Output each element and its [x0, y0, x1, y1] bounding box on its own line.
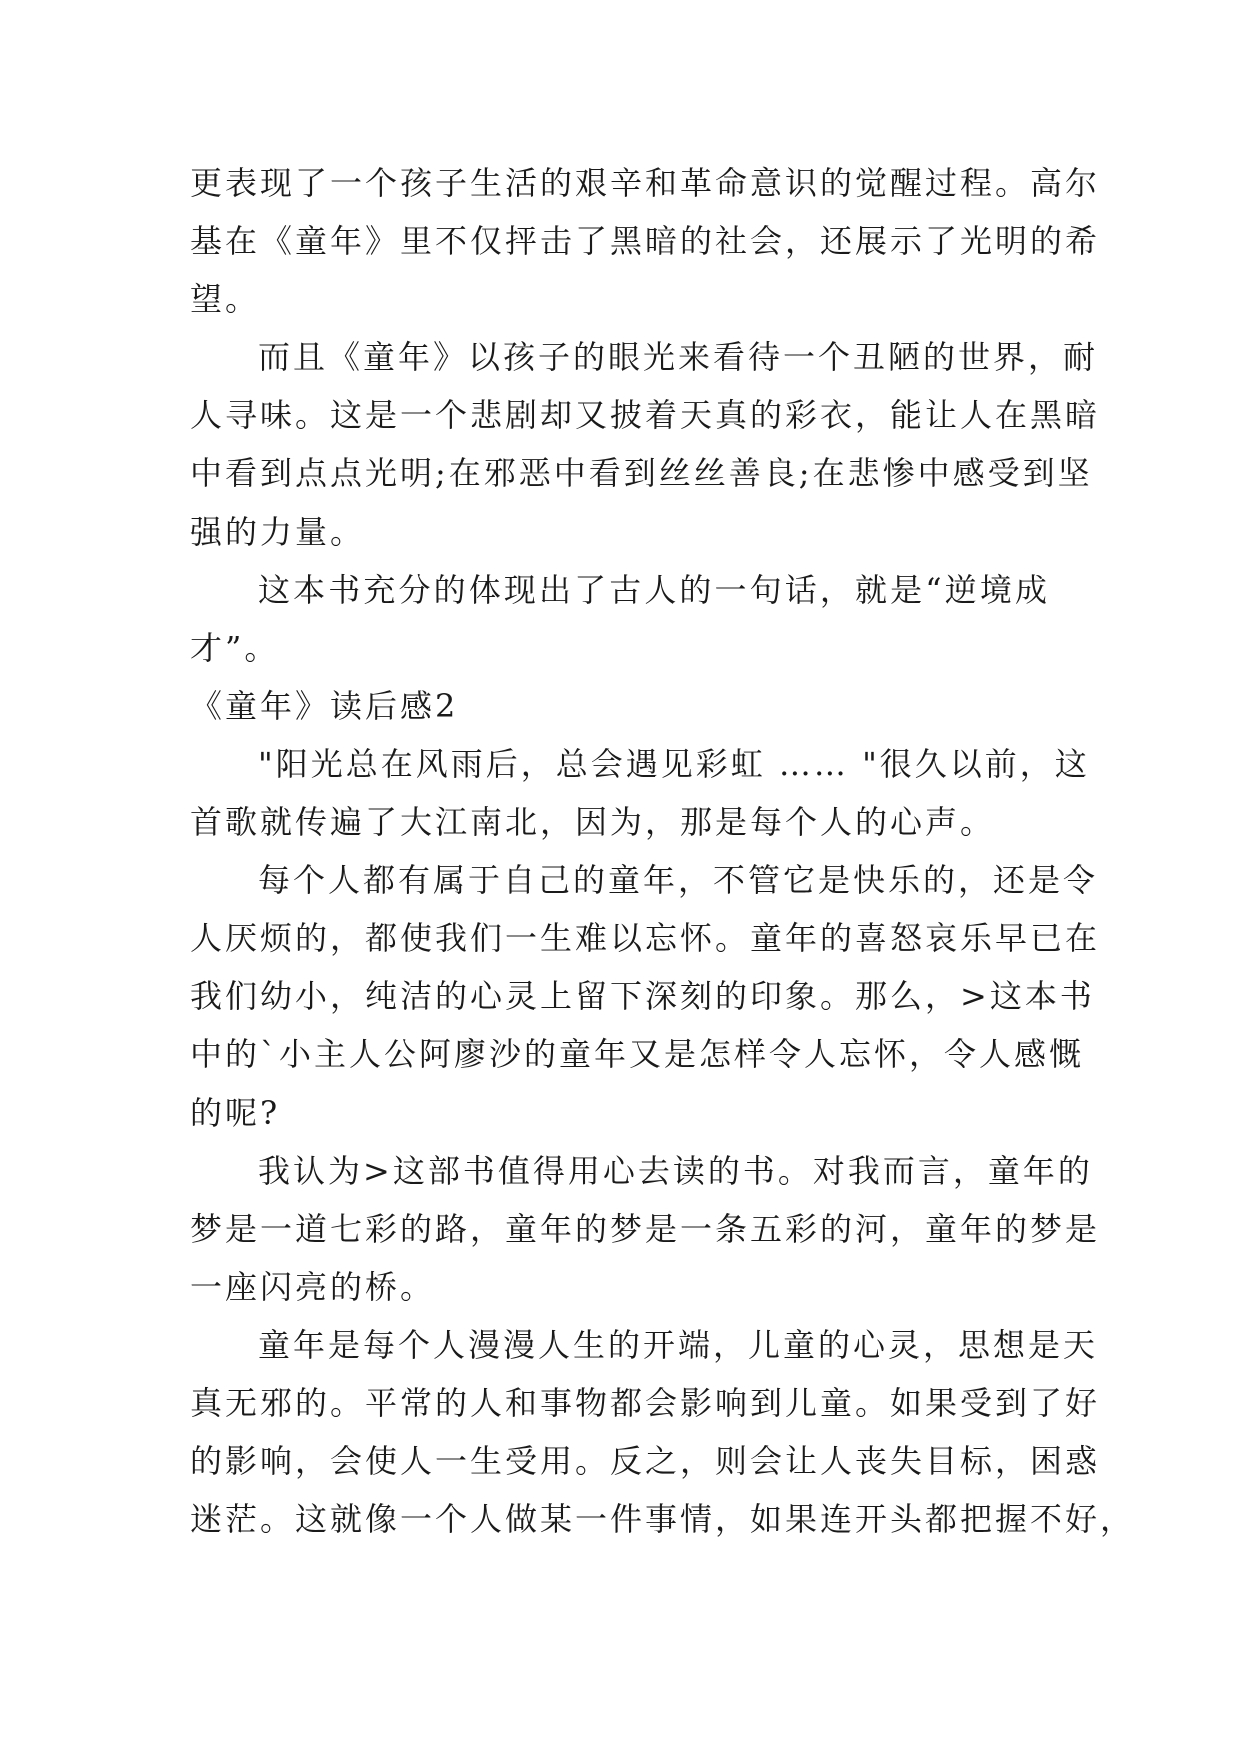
- text-line: 望。: [190, 280, 261, 319]
- text-line: 一座闪亮的桥。: [190, 1267, 436, 1306]
- text-line: 首歌就传遍了大江南北，因为，那是每个人的心声。: [190, 803, 996, 842]
- text-line: 人寻味。这是一个悲剧却又披着天真的彩衣，能让人在黑暗: [190, 396, 1101, 435]
- text-line: 每个人都有属于自己的童年，不管它是快乐的，还是令: [258, 861, 1099, 900]
- text-line: 迷茫。这就像一个人做某一件事情，如果连开头都把握不好，: [190, 1500, 1136, 1539]
- text-line: 梦是一道七彩的路，童年的梦是一条五彩的河，童年的梦是: [190, 1209, 1101, 1248]
- text-line: 强的力量。: [190, 512, 366, 551]
- text-line: 《童年》读后感2: [190, 686, 459, 725]
- text-line: 这本书充分的体现出了古人的一句话，就是“逆境成: [258, 570, 1050, 609]
- text-line: 我们幼小，纯洁的心灵上留下深刻的印象。那么，>这本书: [190, 977, 1095, 1016]
- document-body-text: [190, 154, 1136, 1548]
- text-line: 中看到点点光明;在邪恶中看到丝丝善良;在悲惨中感受到坚: [190, 454, 1093, 493]
- text-line: "阳光总在风雨后，总会遇见彩虹 …… "很久以前，这: [258, 744, 1090, 783]
- text-line: 基在《童年》里不仅抨击了黑暗的社会，还展示了光明的希: [190, 222, 1101, 261]
- text-line: 人厌烦的，都使我们一生难以忘怀。童年的喜怒哀乐早已在: [190, 919, 1101, 958]
- text-line: 而且《童年》以孩子的眼光来看待一个丑陋的世界，耐: [258, 338, 1099, 377]
- text-line: 中的`小主人公阿廖沙的童年又是怎样令人忘怀，令人感慨: [190, 1035, 1085, 1074]
- text-line: 童年是每个人漫漫人生的开端，儿童的心灵，思想是天: [258, 1325, 1099, 1364]
- text-line: 我认为>这部书值得用心去读的书。对我而言，童年的: [258, 1151, 1093, 1190]
- text-line: 的影响，会使人一生受用。反之，则会让人丧失目标，困惑: [190, 1442, 1101, 1481]
- text-line: 才”。: [190, 628, 280, 667]
- text-line: 更表现了一个孩子生活的艰辛和革命意识的觉醒过程。高尔: [190, 164, 1101, 202]
- text-line: 真无邪的。平常的人和事物都会影响到儿童。如果受到了好: [190, 1383, 1101, 1422]
- text-line: 的呢?: [190, 1093, 281, 1132]
